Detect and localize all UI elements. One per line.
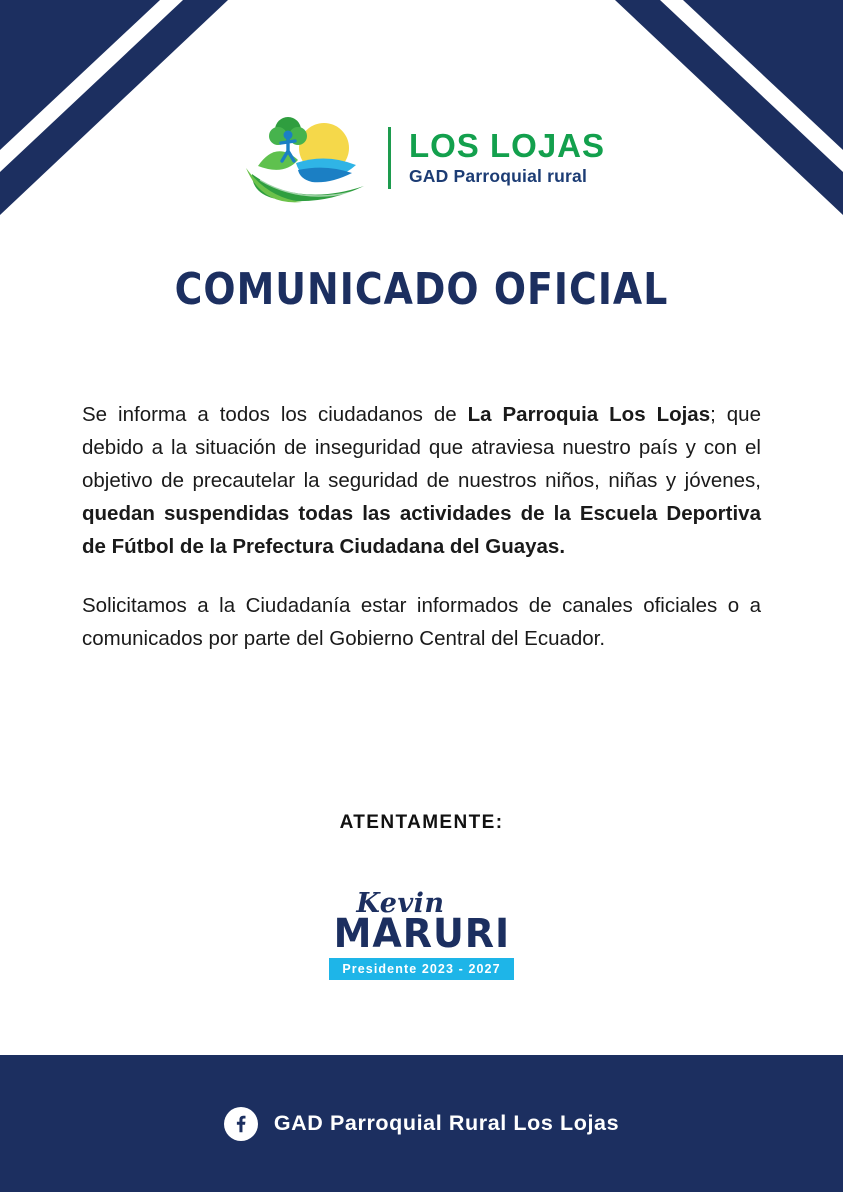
footer-handle[interactable]: GAD Parroquial Rural Los Lojas bbox=[273, 1111, 620, 1135]
footer-bar bbox=[0, 1055, 843, 1192]
signature-first-name: Kevin bbox=[356, 888, 445, 919]
logo-title: LOS LOJAS bbox=[408, 126, 606, 164]
communique-body bbox=[82, 398, 761, 655]
logo-text-block bbox=[408, 126, 606, 188]
body-p1-text-2: ; que debido a la situación de inseguridad que atraviesa nuestro país y con el objetivo de precautelar la seguridad de nuestros niños, niñas y jóvenes, bbox=[82, 403, 761, 492]
sun-tree-landscape-icon bbox=[238, 108, 378, 208]
body-p1-bold-2: quedan suspendidas todas las actividades de la Escuela Deportiva de Fútbol de la Prefectura Ciudadana del Guayas. bbox=[82, 502, 761, 558]
signature-last-name: MARURI bbox=[333, 911, 510, 957]
facebook-icon[interactable] bbox=[224, 1107, 258, 1141]
signature-title-badge: Presidente 2023 - 2027 bbox=[329, 958, 513, 980]
body-p1-bold-1: La Parroquia Los Lojas bbox=[467, 403, 711, 426]
page-title: COMUNICADO OFICIAL bbox=[174, 264, 669, 315]
logo-divider bbox=[388, 127, 391, 189]
organization-logo bbox=[0, 108, 843, 208]
signature-block bbox=[0, 890, 843, 980]
body-paragraph-2: Solicitamos a la Ciudadanía estar informados de canales oficiales o a comunicados por parte del Gobierno Central del Ecuador. bbox=[82, 594, 761, 650]
closing-label: ATENTAMENTE: bbox=[339, 812, 504, 833]
logo-subtitle: GAD Parroquial rural bbox=[408, 166, 588, 187]
footer-social[interactable] bbox=[224, 1107, 619, 1141]
body-paragraph-1 bbox=[82, 398, 761, 563]
body-p1-text-1: Se informa a todos los ciudadanos de bbox=[82, 403, 468, 426]
